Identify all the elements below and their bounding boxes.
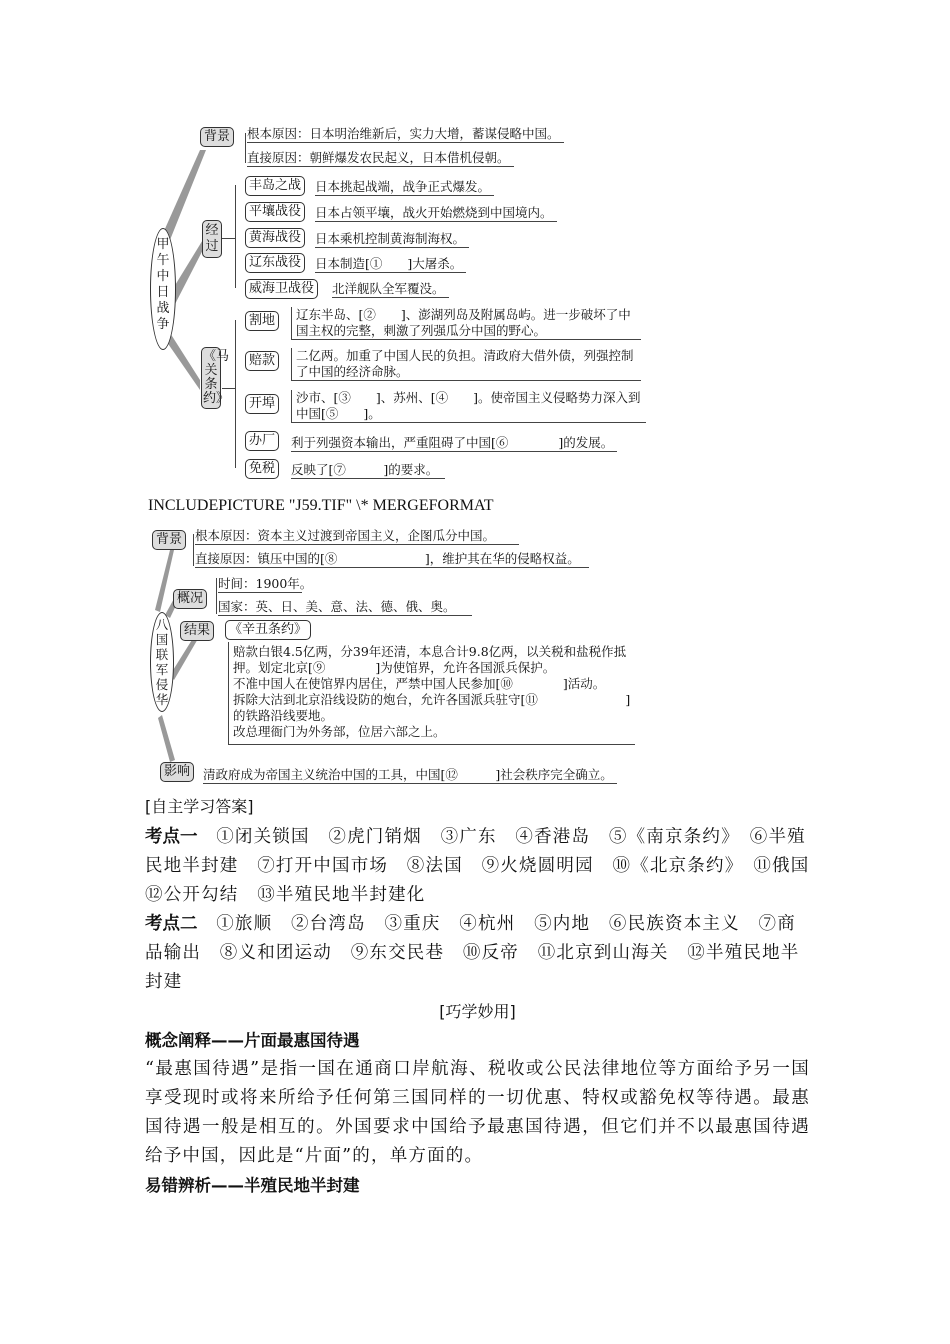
concept-title: 概念阐释——片面最惠国待遇 — [145, 1031, 360, 1050]
term-line: 赔款白银4.5亿两，分39年还清，本息合计9.8亿两，以关税和盐税作抵押。划定北京[⑨ ]为使馆界，允许各国派兵保护。 — [233, 644, 627, 675]
branch-impact: 影响 — [160, 762, 194, 782]
error-title: 易错辨析——半殖民地半封建 — [145, 1176, 360, 1195]
tips-heading: [巧学妙用] — [439, 1002, 516, 1021]
connector-lines — [0, 0, 950, 500]
node-label: 辽东战役 — [245, 253, 305, 273]
branch-treaty: 《马关条约》 — [201, 347, 221, 409]
node-label: 威海卫战役 — [245, 279, 318, 299]
branch-result: 结果 — [180, 621, 214, 641]
k1-text: ①闭关锁国 ②虎门销烟 ③广东 ④香港岛 ⑤《南京条约》 ⑥半殖民地半封建 ⑦打开中国市场 ⑧法国 ⑨火烧圆明园 ⑩《北京条约》 ⑪俄国 ⑫公开勾结 ⑬半殖民地半封建化 — [145, 827, 829, 905]
field-code-caption: INCLUDEPICTURE "J59.TIF" \* MERGEFORMAT — [148, 497, 494, 514]
concept-text: “最惠国待遇”是指一国在通商口岸航海、税收或公民法律地位等方面给予另一国享受现时或将来所给予任何第三国同样的一切优惠、特权或豁免权等待遇。最惠国待遇一般是相互的。外国要求中国给予最惠国待遇，但它们并不以最惠国待遇给予中国，因此是“片面”的，单方面的。 — [145, 1059, 810, 1166]
leaf-text: 直接原因：朝鲜爆发农民起义，日本借机侵朝。 — [247, 149, 514, 167]
answers-k1 — [145, 823, 829, 910]
term-line: 不准中国人在使馆界内居住，严禁中国人民参加[⑩ ]活动。 — [233, 676, 606, 691]
node-label: 割地 — [245, 311, 279, 331]
leaf-text: 根本原因：日本明治维新后，实力大增，蓄谋侵略中国。 — [247, 125, 564, 143]
answers-heading: [自主学习答案] — [145, 797, 254, 816]
k2-text: ①旅顺 ②台湾岛 ③重庆 ④杭州 ⑤内地 ⑥民族资本主义 ⑦商品输出 ⑧义和团运动 ⑨东交民巷 ⑩反帝 ⑪北京到山海关 ⑫半殖民地半封建 — [145, 914, 800, 992]
node-label: 丰岛之战 — [245, 176, 305, 196]
root-label: 八国联军侵华 — [155, 617, 169, 707]
leaf-text: 辽东半岛、[② ]、澎湖列岛及附属岛屿。进一步破坏了中国主权的完整，刺激了列强瓜分中国的野心。 — [291, 307, 641, 340]
leaf-text: 沙市、[③ ]、苏州、[④ ]。使帝国主义侵略势力深入到中国[⑤ ]。 — [291, 390, 646, 423]
node-label: 免税 — [245, 459, 279, 479]
branch-background: 背景 — [200, 127, 234, 147]
term-line: 拆除大沽到北京沿线设防的炮台，允许各国派兵驻守[⑪ ]的铁路沿线要地。 — [233, 692, 631, 723]
k2-label: 考点二 — [145, 914, 198, 934]
node-label: 开埠 — [245, 394, 279, 414]
node-label: 赔款 — [245, 351, 279, 371]
leaf-text: 日本挑起战端，战争正式爆发。 — [315, 178, 494, 196]
leaf-text: 北洋舰队全军覆没。 — [332, 280, 449, 298]
branch-course: 经过 — [202, 220, 222, 258]
leaf-text: 国家：英、日、美、意、法、德、俄、奥。 — [218, 598, 472, 616]
node-label: 平壤战役 — [245, 202, 305, 222]
k1-label: 考点一 — [145, 827, 198, 847]
leaf-text: 二亿两。加重了中国人民的负担。清政府大借外债，列强控制了中国的经济命脉。 — [291, 348, 641, 381]
root-label: 甲午中日战争 — [156, 237, 170, 332]
leaf-text: 根本原因：资本主义过渡到帝国主义，企图瓜分中国。 — [195, 527, 519, 545]
node-label: 办厂 — [245, 431, 279, 451]
node-label: 黄海战役 — [245, 228, 305, 248]
leaf-text: 日本制造[① ]大屠杀。 — [315, 255, 466, 273]
leaf-text: 时间：1900年。 — [218, 576, 313, 591]
leaf-text: 日本占领平壤，战火开始燃烧到中国境内。 — [315, 204, 557, 222]
leaf-text: 日本乘机控制黄海制海权。 — [315, 230, 469, 248]
leaf-text: 反映了[⑦ ]的要求。 — [291, 461, 445, 479]
branch-overview: 概况 — [173, 589, 207, 609]
root-node — [150, 228, 176, 350]
leaf-text: 直接原因：镇压中国的[⑧ ]，维护其在华的侵略权益。 — [195, 550, 589, 568]
root-node — [150, 612, 174, 712]
answers-k2 — [145, 910, 810, 997]
branch-background: 背景 — [152, 530, 186, 550]
leaf-text: 利于列强资本输出，严重阻碍了中国[⑥ ]的发展。 — [291, 434, 617, 452]
treaty-label: 《辛丑条约》 — [225, 620, 311, 640]
term-line: 改总理衙门为外务部，位居六部之上。 — [233, 724, 446, 739]
treaty-terms — [228, 642, 635, 745]
leaf-text: 清政府成为帝国主义统治中国的工具，中国[⑫ ]社会秩序完全确立。 — [203, 766, 617, 784]
